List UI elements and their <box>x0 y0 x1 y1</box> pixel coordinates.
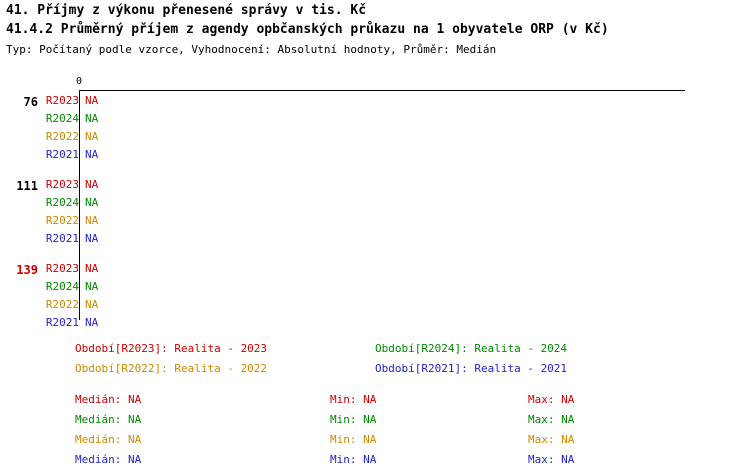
bar-value-label: NA <box>85 214 99 227</box>
bar-row-label: R2023 <box>45 178 79 191</box>
bar-value-label: NA <box>85 298 99 311</box>
axis-top-line <box>79 90 685 91</box>
bar-value-label: NA <box>85 94 99 107</box>
bar-value-label: NA <box>85 148 99 161</box>
stats-max: Max: NA <box>528 453 575 466</box>
bar-row-label: R2024 <box>45 196 79 209</box>
bar-row-label: R2024 <box>45 280 79 293</box>
stats-max: Max: NA <box>528 413 575 426</box>
bar-row-label: R2023 <box>45 94 79 107</box>
bar-value-label: NA <box>85 280 99 293</box>
stats-max: Max: NA <box>528 433 575 446</box>
chart-subtitle: Typ: Počítaný podle vzorce, Vyhodnocení: Absolutní hodnoty, Průměr: Medián <box>6 43 497 56</box>
stats-max: Max: NA <box>528 393 575 406</box>
stats-min: Min: NA <box>330 433 377 446</box>
page-title: 41. Příjmy z výkonu přenesené správy v tis. Kč <box>6 3 367 18</box>
bar-value-label: NA <box>85 196 99 209</box>
stats-median: Medián: NA <box>75 453 142 466</box>
legend-item: Období[R2021]: Realita - 2021 <box>375 362 568 375</box>
bar-value-label: NA <box>85 112 99 125</box>
bar-row-label: R2023 <box>45 262 79 275</box>
axis-left-line <box>79 90 80 320</box>
bar-row-label: R2022 <box>45 130 79 143</box>
bar-value-label: NA <box>85 130 99 143</box>
stats-median: Medián: NA <box>75 413 142 426</box>
bar-value-label: NA <box>85 178 99 191</box>
legend-item: Období[R2024]: Realita - 2024 <box>375 342 568 355</box>
group-label: 139 <box>16 263 38 277</box>
legend-item: Období[R2022]: Realita - 2022 <box>75 362 268 375</box>
stats-min: Min: NA <box>330 413 377 426</box>
bar-row-label: R2021 <box>45 232 79 245</box>
stats-median: Medián: NA <box>75 393 142 406</box>
bar-value-label: NA <box>85 232 99 245</box>
bar-row-label: R2021 <box>45 316 79 329</box>
bar-value-label: NA <box>85 316 99 329</box>
stats-min: Min: NA <box>330 393 377 406</box>
group-label: 76 <box>23 95 38 109</box>
bar-row-label: R2021 <box>45 148 79 161</box>
bar-row-label: R2024 <box>45 112 79 125</box>
group-label: 111 <box>16 179 38 193</box>
bar-row-label: R2022 <box>45 298 79 311</box>
axis-tick-label-0: 0 <box>76 76 83 87</box>
stats-min: Min: NA <box>330 453 377 466</box>
bar-value-label: NA <box>85 262 99 275</box>
stats-median: Medián: NA <box>75 433 142 446</box>
chart-title: 41.4.2 Průměrný příjem z agendy opbčanských průkazu na 1 obyvatele ORP (v Kč) <box>6 22 609 37</box>
bar-row-label: R2022 <box>45 214 79 227</box>
legend-item: Období[R2023]: Realita - 2023 <box>75 342 268 355</box>
